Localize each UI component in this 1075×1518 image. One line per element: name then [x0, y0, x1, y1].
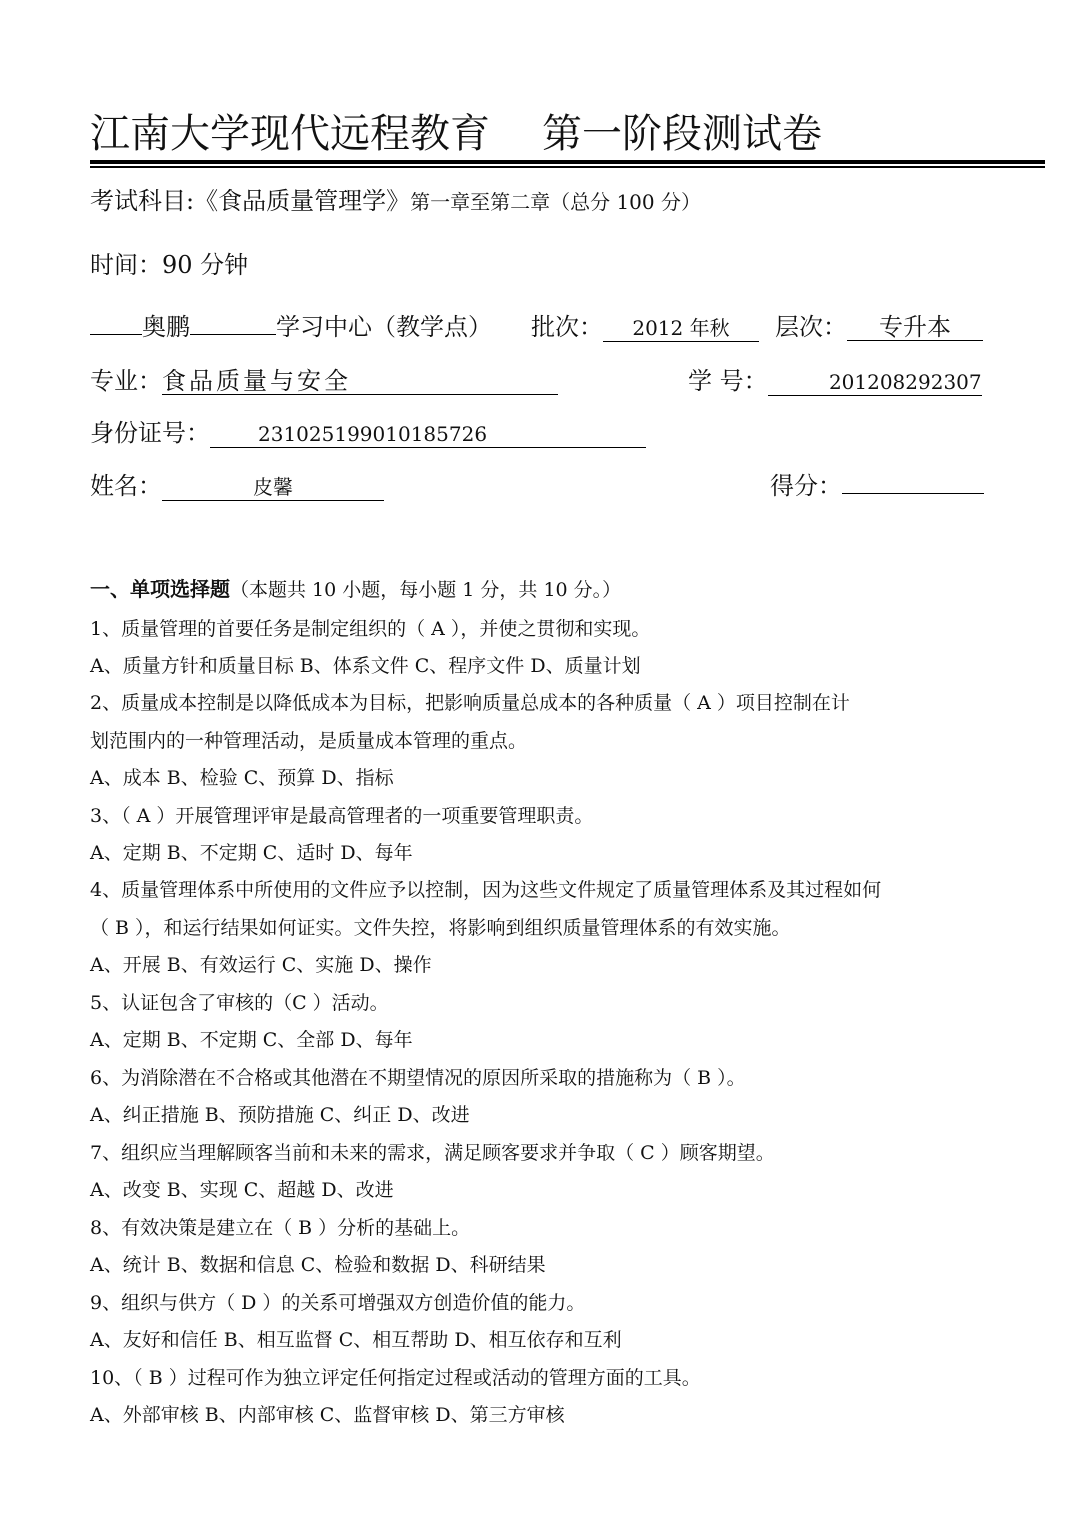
question-stem: 3、（ A ）开展管理评审是最高管理者的一项重要管理职责。	[90, 805, 594, 827]
major-value: 食品质量与安全	[162, 368, 558, 395]
batch-value: 2012 年秋	[603, 315, 759, 342]
study-center-row	[90, 310, 492, 344]
question-stem: 2、质量成本控制是以降低成本为目标，把影响质量总成本的各种质量（ A ）项目控制在计	[90, 692, 850, 714]
section-heading	[90, 574, 621, 605]
title-exam: 第一阶段测试卷	[542, 111, 822, 157]
level-row	[775, 310, 983, 344]
question-stem: 5、认证包含了审核的（C ）活动。	[90, 992, 389, 1014]
level-value: 专升本	[847, 314, 983, 341]
question-options: A、质量方针和质量目标 B、体系文件 C、程序文件 D、质量计划	[90, 655, 641, 677]
subject-prefix: 考试科目:《食品质量管理学》	[90, 187, 411, 215]
question-options: A、外部审核 B、内部审核 C、监督审核 D、第三方审核	[90, 1404, 565, 1426]
id-row	[90, 416, 646, 450]
center-blank-lead	[90, 334, 142, 335]
batch-label: 批次：	[531, 313, 603, 341]
question-stem: 1、质量管理的首要任务是制定组织的（ A ），并使之贯彻和实现。	[90, 618, 651, 640]
name-value: 皮馨	[162, 474, 384, 501]
question-options: A、定期 B、不定期 C、适时 D、每年	[90, 842, 413, 864]
student-no-value: 201208292307	[768, 369, 982, 396]
name-row	[90, 469, 384, 503]
question-options: A、改变 B、实现 C、超越 D、改进	[90, 1179, 394, 1201]
question-options: A、成本 B、检验 C、预算 D、指标	[90, 767, 394, 789]
question-stem: 8、有效决策是建立在（ B ）分析的基础上。	[90, 1217, 471, 1239]
question-stem: 4、质量管理体系中所使用的文件应予以控制，因为这些文件规定了质量管理体系及其过程如何	[90, 879, 882, 901]
question-stem-continued: 划范围内的一种管理活动，是质量成本管理的重点。	[90, 730, 528, 752]
page-title	[90, 108, 822, 160]
question-options: A、定期 B、不定期 C、全部 D、每年	[90, 1029, 413, 1051]
question-stem: 9、组织与供方（ D ）的关系可增强双方创造价值的能力。	[90, 1292, 586, 1314]
id-label: 身份证号：	[90, 419, 210, 447]
center-blank-tail	[190, 334, 276, 335]
question-stem: 10、（ B ）过程可作为独立评定任何指定过程或活动的管理方面的工具。	[90, 1367, 701, 1389]
question-options: A、纠正措施 B、预防措施 C、纠正 D、改进	[90, 1104, 470, 1126]
level-label: 层次：	[775, 313, 847, 341]
exam-time: 时间：90 分钟	[90, 251, 249, 279]
question-options: A、统计 B、数据和信息 C、检验和数据 D、科研结果	[90, 1254, 546, 1276]
section-note: （本题共 10 小题，每小题 1 分，共 10 分。）	[230, 579, 622, 601]
score-value	[842, 493, 984, 494]
title-rule-thin	[90, 166, 1045, 168]
section-title: 一、单项选择题	[90, 577, 230, 601]
title-institution: 江南大学现代远程教育	[90, 111, 490, 157]
id-value: 231025199010185726	[210, 421, 646, 448]
center-value: 奥鹏	[142, 313, 190, 341]
name-label: 姓名：	[90, 472, 162, 500]
question-options: A、友好和信任 B、相互监督 C、相互帮助 D、相互依存和互利	[90, 1329, 622, 1351]
score-row	[770, 469, 984, 503]
student-no-label: 学 号：	[688, 367, 768, 395]
subject-suffix: 第一章至第二章（总分 100 分）	[410, 190, 701, 214]
batch-row	[531, 310, 759, 344]
center-label: 学习中心（教学点）	[276, 313, 492, 341]
major-label: 专业：	[90, 367, 162, 395]
student-no-row	[688, 364, 982, 398]
score-label: 得分：	[770, 472, 842, 500]
subject-line	[90, 184, 701, 218]
major-row	[90, 364, 558, 398]
question-stem-continued: （ B ），和运行结果如何证实。文件失控，将影响到组织质量管理体系的有效实施。	[90, 917, 791, 939]
question-options: A、开展 B、有效运行 C、实施 D、操作	[90, 954, 432, 976]
title-rule-thick	[90, 160, 1045, 164]
question-stem: 7、组织应当理解顾客当前和未来的需求，满足顾客要求并争取（ C ）顾客期望。	[90, 1142, 775, 1164]
question-stem: 6、为消除潜在不合格或其他潜在不期望情况的原因所采取的措施称为（ B ）。	[90, 1067, 746, 1089]
